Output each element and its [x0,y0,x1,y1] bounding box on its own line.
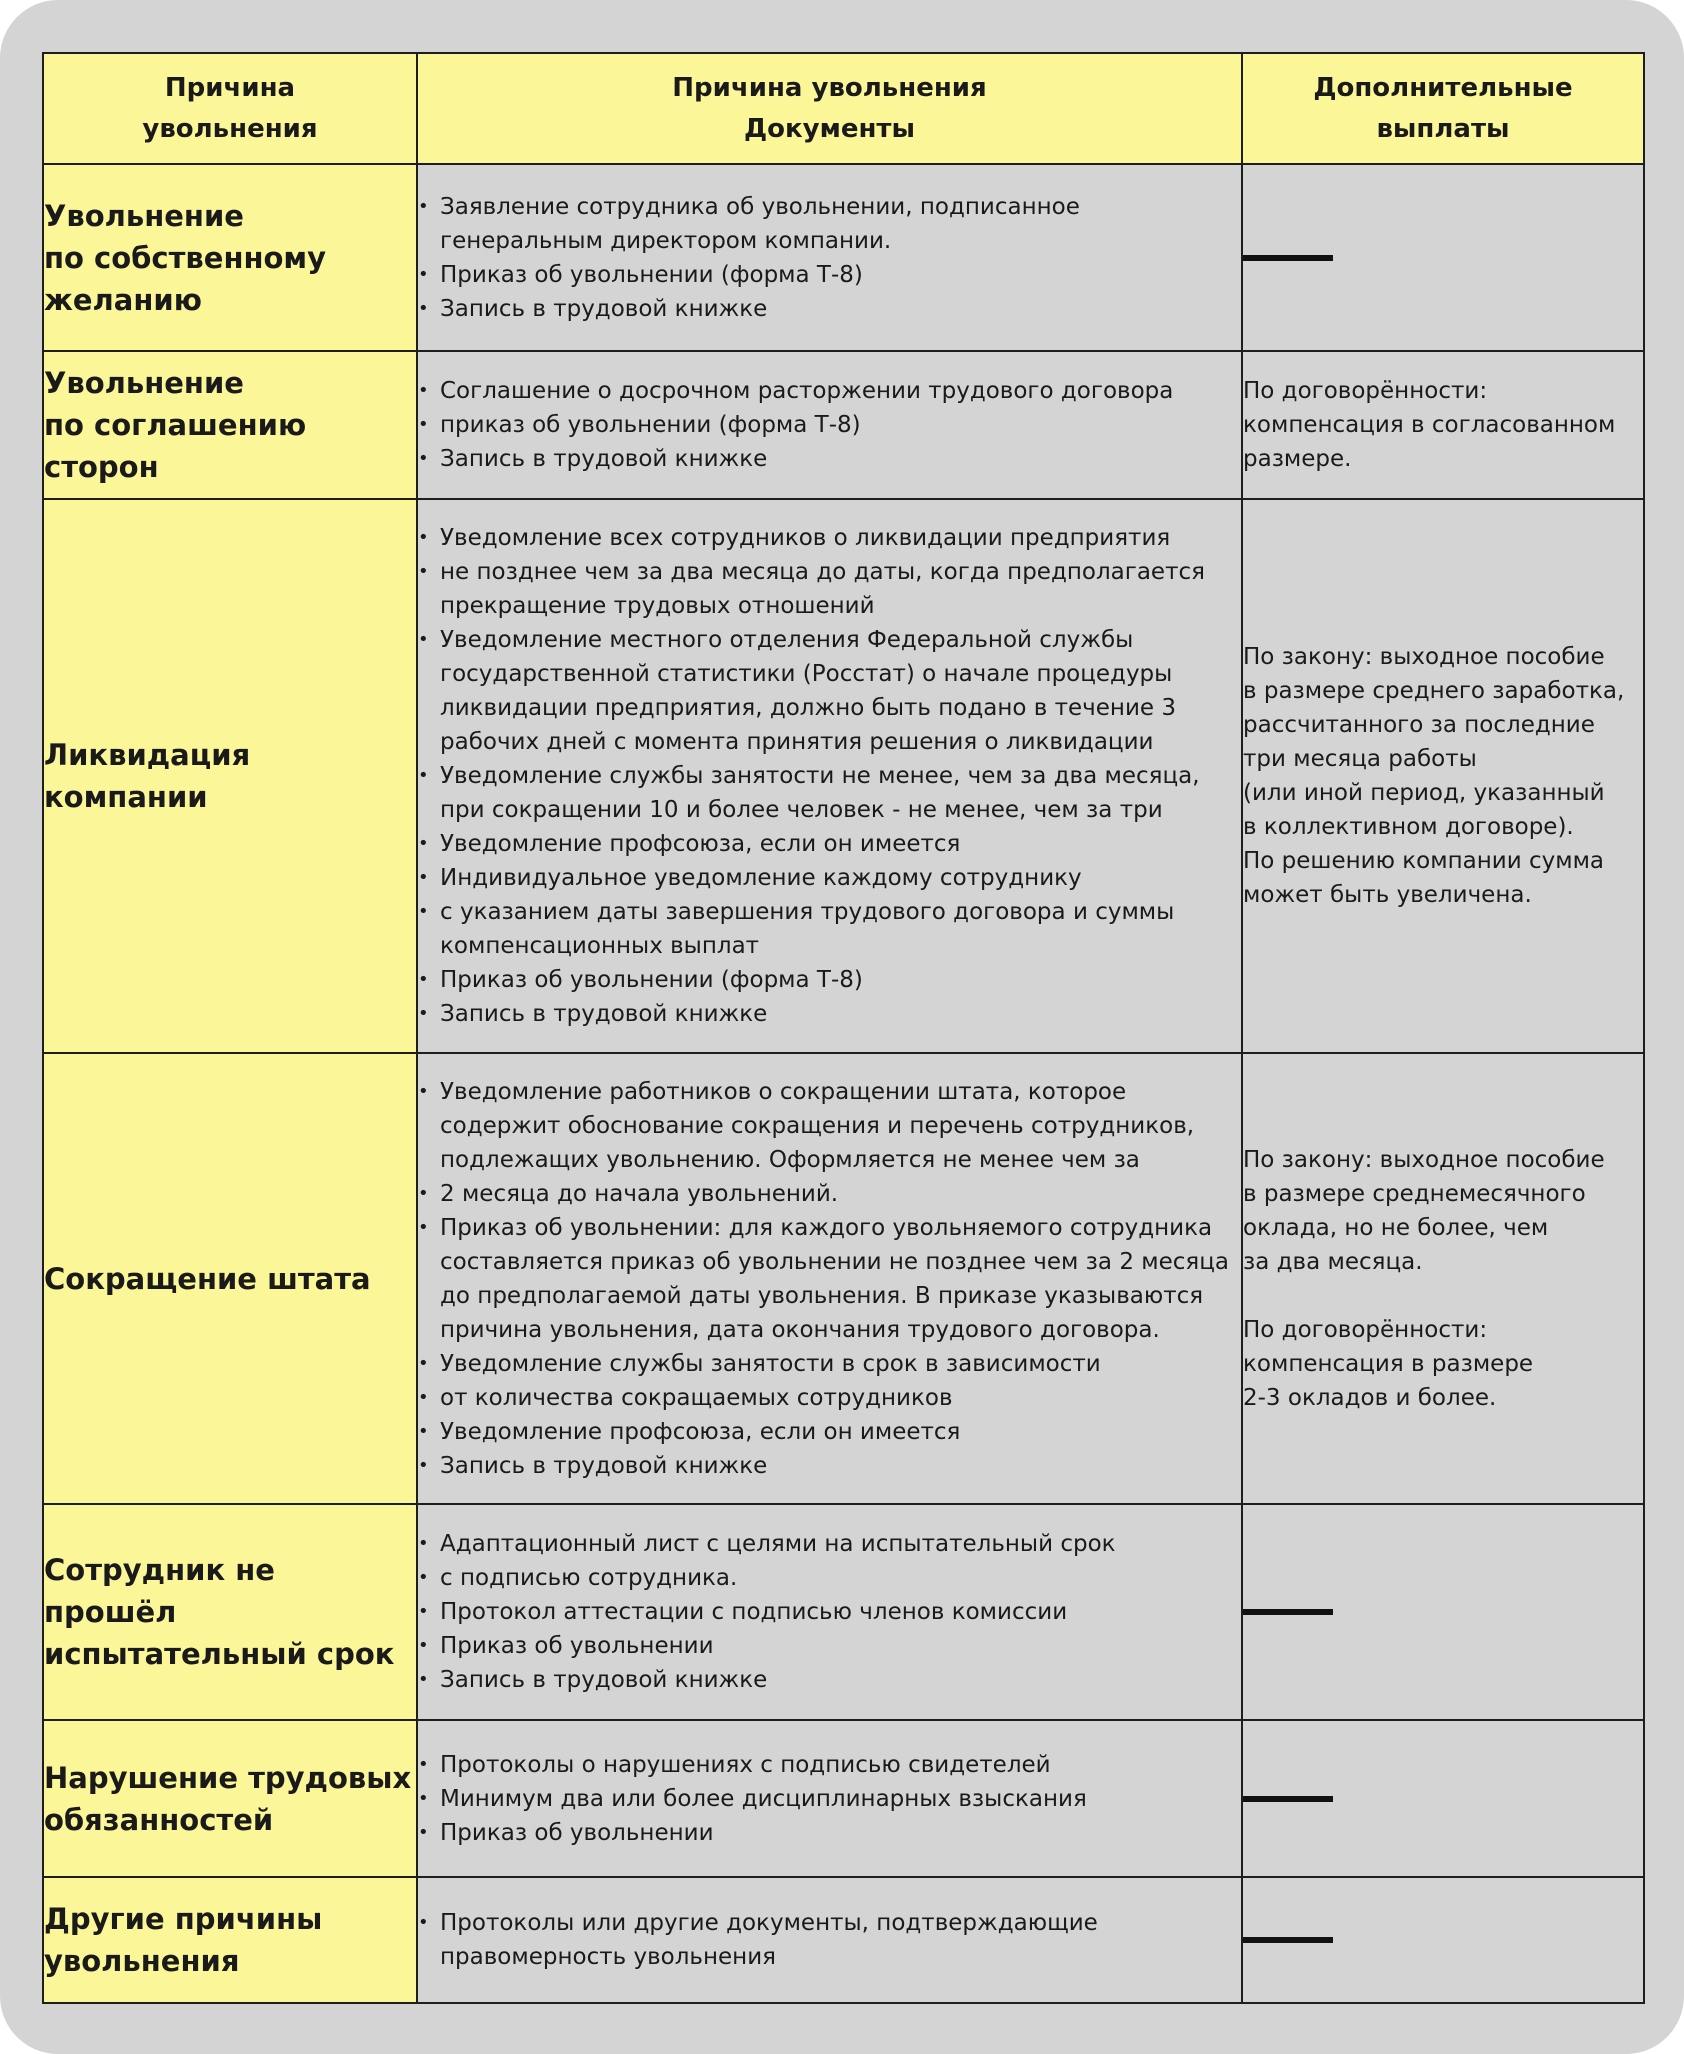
row-reason: Нарушение трудовых обязанностей [43,1720,417,1877]
list-item: • Уведомление службы занятости не менее, чем за два месяца, при сокращении 10 и более человек - не менее, чем за три [418,759,1241,827]
list-item: • с указанием даты завершения трудового договора и суммы компенсационных выплат [418,895,1241,963]
list-item: • Запись в трудовой книжке [418,1449,1241,1483]
list-item: • не позднее чем за два месяца до даты, когда предполагается прекращение трудовых отношений [418,555,1241,623]
list-item: • Индивидуальное уведомление каждому сотруднику [418,861,1241,895]
table-row [43,1053,1644,1504]
table-row [43,1504,1644,1720]
list-item: • Приказ об увольнении (форма Т-8) [418,258,1241,292]
list-item: • от количества сокращаемых сотрудников [418,1381,1241,1415]
header-documents: Причина увольнения Документы [417,53,1242,164]
header-reason: Причина увольнения [43,53,417,164]
table-row [43,351,1644,499]
list-item: • Уведомление работников о сокращении штата, которое содержит обоснование сокращения и перечень сотрудников, подлежащих увольнению. Оформляется не менее чем за [418,1075,1241,1177]
dismissal-table [42,52,1645,2004]
list-item: • Уведомление местного отделения Федеральной службы государственной статистики (Росстат) о начале процедуры ликвидации предприятия, должно быть подано в течение 3 рабочих дней с момента принятия решения о ликвидации [418,623,1241,759]
row-payments: По закону: выходное пособие в размере среднего заработка, рассчитанного за последние три месяца работы (или иной период, указанный в коллективном договоре). По решению компании сумма может быть увеличена. [1242,499,1644,1053]
list-item: • Приказ об увольнении: для каждого увольняемого сотрудника составляется приказ об увольнении не позднее чем за 2 месяца до предполагаемой даты увольнения. В приказе указываются причина увольнения, дата окончания трудового договора. [418,1211,1241,1347]
table-header-row [43,53,1644,164]
row-documents [417,499,1242,1053]
row-reason: Сотрудник не прошёл испытательный срок [43,1504,417,1720]
header-payments: Дополнительные выплаты [1242,53,1644,164]
row-payments [1242,164,1644,351]
list-item: • Уведомление всех сотрудников о ликвидации предприятия [418,521,1241,555]
list-item: • Протокол аттестации с подписью членов комиссии [418,1595,1241,1629]
list-item: • Запись в трудовой книжке [418,997,1241,1031]
list-item: • Уведомление службы занятости в срок в зависимости [418,1347,1241,1381]
row-documents [417,1720,1242,1877]
no-payment-dash [1243,1937,1333,1943]
row-documents [417,1877,1242,2003]
list-item: • Запись в трудовой книжке [418,442,1241,476]
row-documents [417,1504,1242,1720]
row-reason: Ликвидация компании [43,499,417,1053]
row-documents [417,164,1242,351]
list-item: • Приказ об увольнении [418,1816,1241,1850]
row-payments: По договорённости: компенсация в согласованном размере. [1242,351,1644,499]
row-payments [1242,1720,1644,1877]
no-payment-dash [1243,255,1333,261]
row-documents [417,351,1242,499]
list-item: • Протоколы о нарушениях с подписью свидетелей [418,1748,1241,1782]
row-reason: Увольнение по собственному желанию [43,164,417,351]
list-item: • 2 месяца до начала увольнений. [418,1177,1241,1211]
no-payment-dash [1243,1796,1333,1802]
list-item: • Приказ об увольнении [418,1629,1241,1663]
row-reason: Увольнение по соглашению сторон [43,351,417,499]
row-payments [1242,1877,1644,2003]
row-reason: Другие причины увольнения [43,1877,417,2003]
table-row [43,1877,1644,2003]
table-row [43,1720,1644,1877]
list-item: • Заявление сотрудника об увольнении, подписанное генеральным директором компании. [418,190,1241,258]
list-item: • Приказ об увольнении (форма Т-8) [418,963,1241,997]
list-item: • Адаптационный лист с целями на испытательный срок [418,1527,1241,1561]
list-item: • приказ об увольнении (форма Т-8) [418,408,1241,442]
table-row [43,499,1644,1053]
list-item: • Минимум два или более дисциплинарных взыскания [418,1782,1241,1816]
list-item: • Уведомление профсоюза, если он имеется [418,827,1241,861]
row-reason: Сокращение штата [43,1053,417,1504]
list-item: • с подписью сотрудника. [418,1561,1241,1595]
no-payment-dash [1243,1609,1333,1615]
list-item: • Протоколы или другие документы, подтверждающие правомерность увольнения [418,1906,1241,1974]
list-item: • Уведомление профсоюза, если он имеется [418,1415,1241,1449]
row-documents [417,1053,1242,1504]
row-payments: По закону: выходное пособие в размере среднемесячного оклада, но не более, чем за два месяца. По договорённости: компенсация в размере 2-3 окладов и более. [1242,1053,1644,1504]
list-item: • Запись в трудовой книжке [418,292,1241,326]
table-row [43,164,1644,351]
list-item: • Соглашение о досрочном расторжении трудового договора [418,374,1241,408]
list-item: • Запись в трудовой книжке [418,1663,1241,1697]
row-payments [1242,1504,1644,1720]
